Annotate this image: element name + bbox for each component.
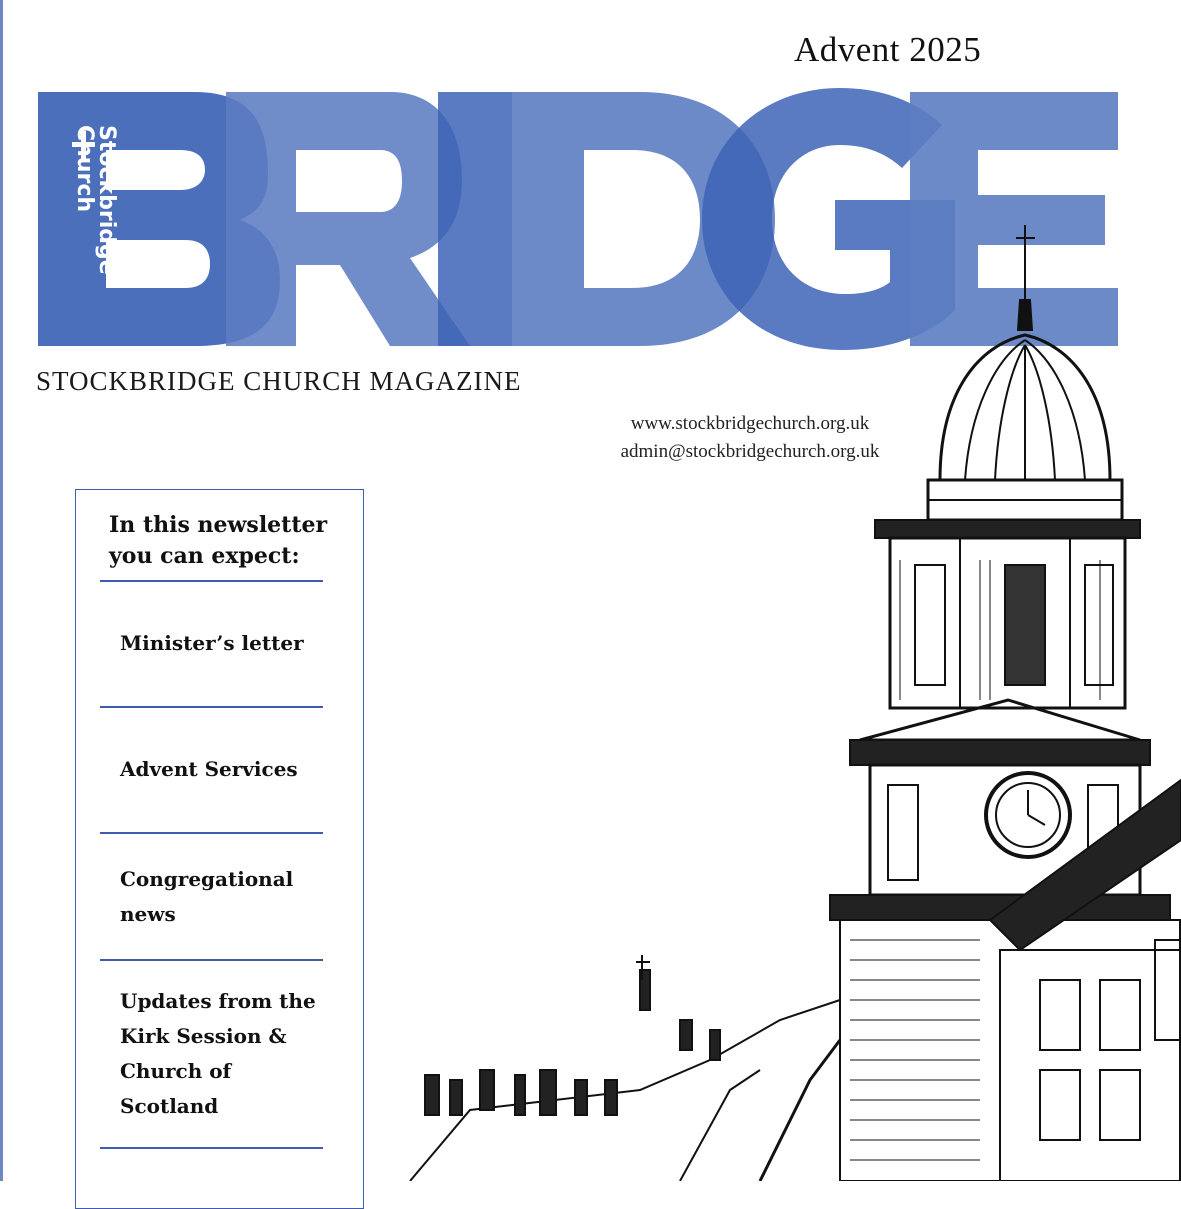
contents-item[interactable]: Updates from the Kirk Session & Church of Scotland [120, 989, 316, 1118]
divider [100, 580, 323, 582]
contents-item[interactable]: Congregational news [120, 867, 294, 926]
divider [100, 1147, 323, 1149]
brand-line-stockbridge: Stockbridge [94, 125, 119, 275]
contents-item[interactable]: Advent Services [120, 757, 298, 781]
issue-label: Advent 2025 [794, 30, 982, 69]
contents-box [75, 489, 364, 1209]
email-link[interactable]: admin@stockbridgechurch.org.uk [620, 441, 880, 462]
divider [100, 959, 323, 961]
brand-wordmark [34, 125, 119, 315]
brand-line-church: Church [72, 125, 97, 213]
divider [100, 832, 323, 834]
website-link[interactable]: www.stockbridgechurch.org.uk [630, 413, 870, 434]
contents-item[interactable]: Minister’s letter [120, 631, 304, 655]
divider [100, 706, 323, 708]
magazine-subtitle: STOCKBRIDGE CHURCH MAGAZINE [36, 366, 522, 396]
church-tower-illustration [380, 220, 1181, 1181]
contents-heading: In this newsletter you can expect: [109, 512, 328, 569]
